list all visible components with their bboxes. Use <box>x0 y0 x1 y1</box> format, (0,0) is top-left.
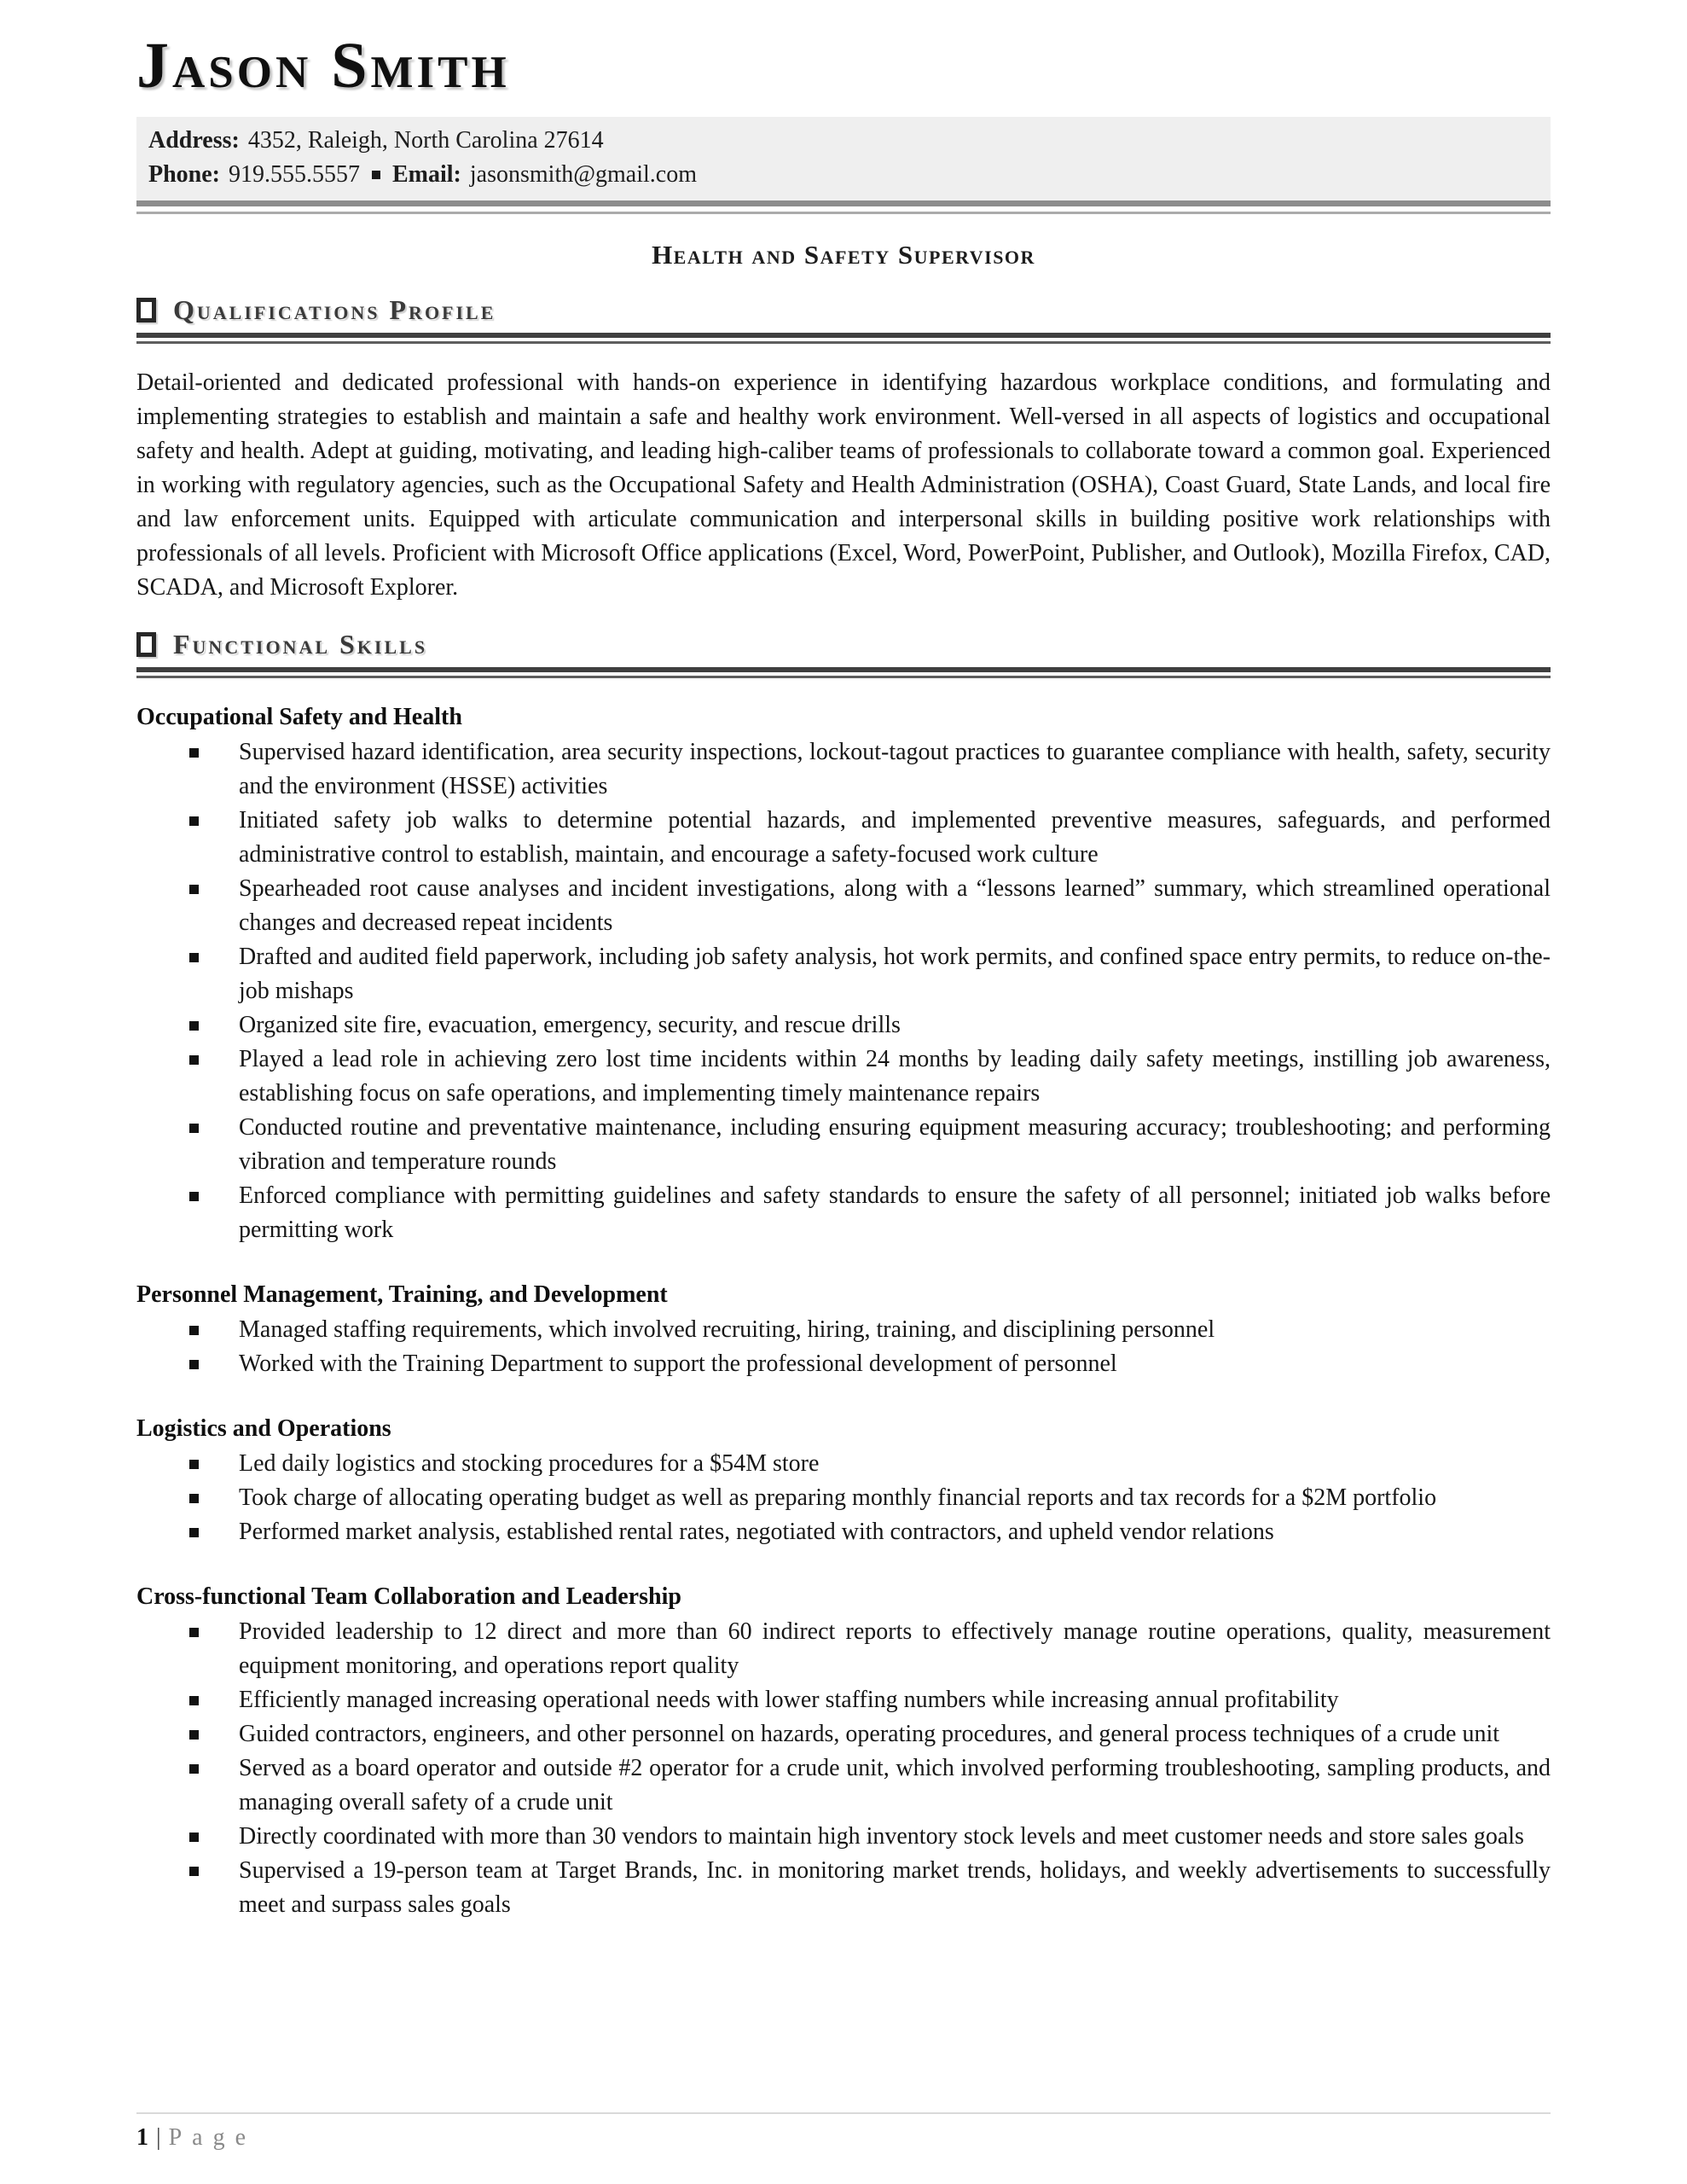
bullet-text: Provided leadership to 12 direct and more than 60 indirect reports to effectively manage routine operations, quality, measurement equipment monitoring, and operations report quality <box>239 1618 1551 1679</box>
functional-skills-heading-label: Functional Skills <box>173 629 428 659</box>
square-bullet-icon <box>189 1696 199 1705</box>
list-item <box>136 1751 1551 1820</box>
bullet-text: Performed market analysis, established rental rates, negotiated with contractors, and upheld vendor relations <box>239 1519 1274 1545</box>
email-value: jasonsmith@gmail.com <box>469 161 697 188</box>
square-bullet-icon <box>189 1124 199 1133</box>
list-item <box>136 1008 1551 1043</box>
bullet-text: Played a lead role in achieving zero lost time incidents within 24 months by leading daily safety meetings, instilling job awareness, establishing focus on safe operations, and implementing timely maintenance repairs <box>239 1046 1551 1107</box>
list-item <box>136 735 1551 804</box>
bullet-text: Initiated safety job walks to determine potential hazards, and implemented preventive measures, safeguards, and performed administrative control to establish, maintain, and encourage a safety-focused work culture <box>239 807 1551 868</box>
bullet-text: Efficiently managed increasing operational needs with lower staffing numbers while increasing annual profitability <box>239 1687 1339 1713</box>
page-footer <box>136 2092 1551 2152</box>
page-word: Page <box>168 2124 257 2151</box>
hollow-square-icon <box>136 298 156 322</box>
section-double-rule <box>136 667 1551 678</box>
square-bullet-icon <box>189 1460 199 1469</box>
qualifications-paragraph: Detail-oriented and dedicated professional with hands-on experience in identifying hazardous workplace conditions, and formulating and implementing strategies to establish and maintain a safe and healthy work environment. Well-versed in all aspects of logistics and occupational safety and health. Adept at guiding, motivating, and leading high-caliber teams of professionals to collaborate toward a common goal. Experienced in working with regulatory agencies, such as the Occupational Safety and Health Administration (OSHA), Coast Guard, State Lands, and local fire and law enforcement units. Equipped with articulate communication and interpersonal skills in building positive work relationships with professionals of all levels. Proficient with Microsoft Office applications (Excel, Word, PowerPoint, Publisher, and Outlook), Mozilla Firefox, CAD, SCADA, and Microsoft Explorer. <box>136 369 1551 601</box>
list-item <box>136 1717 1551 1751</box>
square-bullet-icon <box>189 953 199 962</box>
contact-address-line <box>148 124 1539 158</box>
footer-rule <box>136 2112 1551 2114</box>
address-label: Address: <box>148 127 240 154</box>
square-bullet-icon <box>189 1764 199 1774</box>
bullet-text: Supervised a 19-person team at Target Brands, Inc. in monitoring market trends, holidays, and weekly advertisements to successfully meet and surpass sales goals <box>239 1857 1551 1918</box>
bullet-text: Conducted routine and preventative maintenance, including ensuring equipment measuring accuracy; troubleshooting; and performing vibration and temperature rounds <box>239 1114 1551 1175</box>
bullet-text: Supervised hazard identification, area security inspections, lockout-tagout practices to guarantee compliance with health, safety, security and the environment (HSSE) activities <box>239 739 1551 799</box>
contact-box <box>136 117 1551 206</box>
hollow-square-icon <box>136 632 156 657</box>
list-item <box>136 1179 1551 1247</box>
bullet-list <box>136 1447 1551 1549</box>
skill-group-occupational-safety <box>136 704 1551 1247</box>
bullet-text: Managed staffing requirements, which involved recruiting, hiring, training, and disciplining personnel <box>239 1316 1215 1343</box>
bullet-text: Worked with the Training Department to support the professional development of personnel <box>239 1350 1117 1377</box>
square-bullet-icon <box>189 1833 199 1842</box>
list-item <box>136 1111 1551 1179</box>
list-item <box>136 1683 1551 1717</box>
email-label: Email: <box>392 161 461 188</box>
phone-label: Phone: <box>148 161 220 188</box>
phone-value: 919.555.5557 <box>229 161 360 188</box>
list-item <box>136 940 1551 1008</box>
contact-phone-email-line <box>148 158 1539 192</box>
list-item <box>136 1615 1551 1683</box>
section-qualifications-profile <box>136 294 1551 605</box>
person-name: Jason Smith <box>136 30 510 102</box>
bullet-list <box>136 1615 1551 1922</box>
section-double-rule <box>136 333 1551 344</box>
square-bullet-icon <box>189 816 199 826</box>
list-item <box>136 1313 1551 1347</box>
bullet-text: Took charge of allocating operating budget as well as preparing monthly financial reports and tax records for a $2M portfolio <box>239 1484 1437 1511</box>
skill-group-title: Occupational Safety and Health <box>136 704 462 730</box>
bullet-text: Served as a board operator and outside #2 operator for a crude unit, which involved performing troubleshooting, sampling products, and managing overall safety of a crude unit <box>239 1755 1551 1815</box>
list-item <box>136 804 1551 872</box>
job-title: Health and Safety Supervisor <box>652 240 1035 270</box>
square-bullet-icon <box>189 1055 199 1065</box>
list-item <box>136 872 1551 940</box>
bullet-list <box>136 1313 1551 1381</box>
list-item <box>136 1347 1551 1381</box>
skill-group-title: Logistics and Operations <box>136 1415 391 1442</box>
qualifications-profile-heading <box>136 294 1551 326</box>
qualifications-profile-heading-label: Qualifications Profile <box>173 294 496 325</box>
square-bullet-icon <box>189 1867 199 1876</box>
skill-group-logistics-operations <box>136 1415 1551 1549</box>
square-separator-icon <box>372 171 380 179</box>
square-bullet-icon <box>189 1628 199 1637</box>
list-item <box>136 1515 1551 1549</box>
square-bullet-icon <box>189 1494 199 1503</box>
bullet-text: Drafted and audited field paperwork, including job safety analysis, hot work permits, and confined space entry permits, to reduce on-the-job mishaps <box>239 944 1551 1004</box>
square-bullet-icon <box>189 885 199 894</box>
bullet-text: Led daily logistics and stocking procedures for a $54M store <box>239 1450 820 1477</box>
section-functional-skills <box>136 629 1551 1922</box>
bullet-text: Guided contractors, engineers, and other personnel on hazards, operating procedures, and general process techniques of a crude unit <box>239 1721 1499 1747</box>
functional-skills-heading <box>136 629 1551 660</box>
square-bullet-icon <box>189 1192 199 1201</box>
bullet-text: Organized site fire, evacuation, emergency, security, and rescue drills <box>239 1012 901 1038</box>
square-bullet-icon <box>189 1360 199 1369</box>
skill-group-personnel-management <box>136 1281 1551 1381</box>
header-thin-rule <box>136 212 1551 214</box>
bullet-list <box>136 735 1551 1247</box>
bullet-text: Spearheaded root cause analyses and incident investigations, along with a “lessons learned” summary, which streamlined operational changes and decreased repeat incidents <box>239 875 1551 936</box>
square-bullet-icon <box>189 1528 199 1537</box>
bullet-text: Enforced compliance with permitting guidelines and safety standards to ensure the safety of all personnel; initiated job walks before permitting work <box>239 1182 1551 1243</box>
list-item <box>136 1043 1551 1111</box>
square-bullet-icon <box>189 1021 199 1031</box>
footer-text <box>136 2124 1551 2152</box>
square-bullet-icon <box>189 1326 199 1335</box>
square-bullet-icon <box>189 748 199 758</box>
page-number: 1 <box>136 2124 148 2151</box>
list-item <box>136 1447 1551 1481</box>
footer-pipe-separator: | <box>156 2124 161 2151</box>
list-item <box>136 1481 1551 1515</box>
skill-group-title: Cross-functional Team Collaboration and Leadership <box>136 1583 681 1610</box>
skill-group-title: Personnel Management, Training, and Development <box>136 1281 668 1308</box>
address-value: 4352, Raleigh, North Carolina 27614 <box>247 127 604 154</box>
list-item <box>136 1820 1551 1854</box>
bullet-text: Directly coordinated with more than 30 vendors to maintain high inventory stock levels and meet customer needs and store sales goals <box>239 1823 1524 1850</box>
square-bullet-icon <box>189 1730 199 1740</box>
list-item <box>136 1854 1551 1922</box>
skill-group-team-collaboration <box>136 1583 1551 1922</box>
